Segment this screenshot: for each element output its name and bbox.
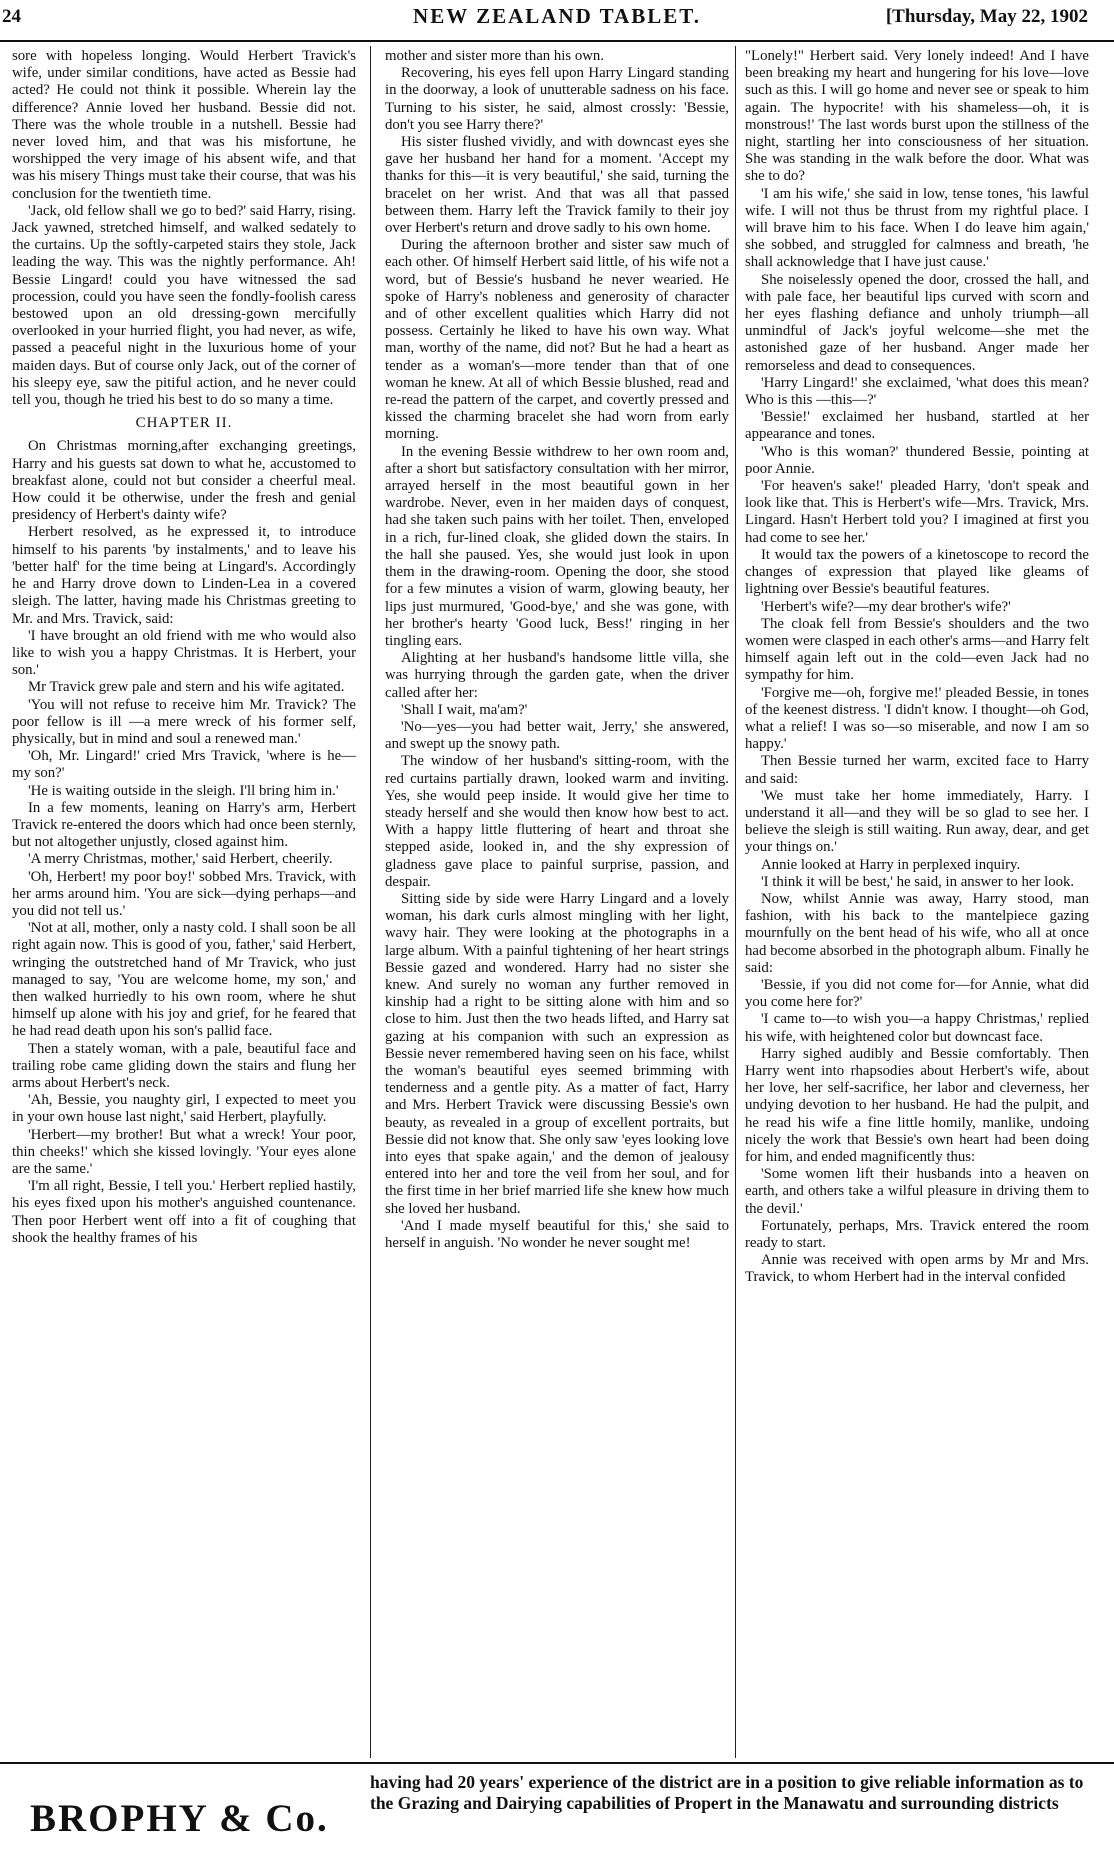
paragraph: 'You will not refuse to receive him Mr. Travick? The poor fellow is ill —a mere wreck of his former self, physically, but in mind and soul a renewed man.'	[12, 696, 356, 747]
paragraph: Annie looked at Harry in perplexed inquiry.	[761, 856, 1021, 873]
paragraph: 'I have brought an old friend with me who would also like to wish you a happy Christmas. It is Herbert, your son.'	[12, 627, 356, 679]
paragraph: 'I think it will be best,' he said, in answer to her look.	[761, 873, 1075, 890]
advertisement-text: having had 20 years' experience of the district are in a position to give reliable information as to the Grazing and Dairying capabilities of Propert in the Manawatu and surrounding districts	[370, 1772, 1084, 1813]
paragraph: 'Who is this woman?' thundered Bessie, pointing at poor Annie.	[745, 443, 1089, 477]
paragraph: "Lonely!" Herbert said. Very lonely indeed! And I have been breaking my heart and hungering for his love—love such as this. I will go home and never see or speak to him again. The hypocrite! with his shameless—oh, it is monstrous!' The last words burst upon the stillness of the night, startling her into consciousness of her situation. She was standing in the walk before the door. What was she to do?	[745, 48, 1089, 185]
paragraph: Recovering, his eyes fell upon Harry Lingard standing in the doorway, a look of unutterable sadness on his face. Turning to his sister, he said, almost crossly: 'Bessie, don't you see Harry there?'	[385, 65, 729, 133]
paragraph: 'Some women lift their husbands into a heaven on earth, and others take a wilful pleasure in driving them to the devil.'	[745, 1166, 1089, 1217]
paragraph: On Christmas morning,after exchanging greetings, Harry and his guests sat down to what he, accustomed to breakfast alone, could not but consider a cheerful meal. How could it be otherwise, under the fresh and genial presidency of Herbert's dainty wife?	[12, 438, 356, 524]
paragraph: 'Shall I wait, ma'am?'	[401, 701, 528, 718]
paragraph: 'For heaven's sake!' pleaded Harry, 'don't speak and look like that. This is Herbert's wife—Mrs. Travick, Mrs. Lingard. Hasn't Herbert told you? I imagined at first you had come to see her.'	[745, 478, 1089, 546]
paragraph: It would tax the powers of a kinetoscope to record the changes of expression that played like gleams of lightning over Bessie's beautiful features.	[745, 546, 1089, 598]
paragraph: 'Bessie, if you did not come for—for Annie, what did you come here for?'	[745, 976, 1089, 1011]
paragraph: During the afternoon brother and sister saw much of each other. Of himself Herbert said little, of his wife not a word, but of Bessie's husband he never wearied. He spoke of Harry's nobleness and generosity of character and of other excellent qualities which Harry did not possess. Certainly he liked to have his own way. What man, worthy of the name, did not? But he had a heart as tender as a woman's—more tender than that of one woman he knew. At all of which Bessie blushed, read and re-read the pattern of the carpet, and covertly pressed and kissed the charming bracelet she had worn from early morning.	[385, 237, 729, 443]
paragraph: Then Bessie turned her warm, excited face to Harry and said:	[745, 753, 1089, 787]
header-rule	[0, 40, 1114, 42]
paragraph: 'I'm all right, Bessie, I tell you.' Herbert replied hastily, his eyes fixed upon his mother's anguished countenance. Then poor Herbert went off into a fit of coughing that shook the healthy frames of his	[12, 1178, 356, 1246]
paragraph: 'Oh, Mr. Lingard!' cried Mrs Travick, 'where is he—my son?'	[12, 748, 356, 782]
paragraph: mother and sister more than his own.	[385, 48, 605, 64]
paragraph: The cloak fell from Bessie's shoulders and the two women were clasped in each other's arms—and Harry felt himself again left out in the cold—even Jack had no sympathy for him.	[745, 615, 1089, 684]
paragraph: Sitting side by side were Harry Lingard and a lovely woman, his dark curls almost mingling with her light, wavy hair. They were looking at the photographs in a large album. With a painful tightening of her heart strings Bessie gazed and wondered. Harry had no sister she knew. And surely no woman any further removed in kinship had a right to be sitting alone with him and so close to him. Just then the two heads lifted, and Harry sat gazing at his companion with such an expression as Bessie never remembered having seen on his face, whilst the woman's beautiful eyes seemed brimming with tenderness and a gentle pity. As a matter of fact, Harry and Mrs. Herbert Travick were discussing Bessie's own beauty, as revealed in a group of excellent portraits, but Bessie did not know that. She only saw 'eyes looking love into eyes that spake again,' and the demon of jealousy entered into her and tore the veil from her soul, and for the first time in her brief married life she knew how much she loved her husband.	[385, 890, 729, 1217]
paragraph: 'Herbert's wife?—my dear brother's wife?'	[761, 598, 1011, 615]
masthead: NEW ZEALAND TABLET.	[413, 4, 701, 28]
page-number: 24	[2, 6, 21, 27]
paragraph: Alighting at her husband's handsome little villa, she was hurrying through the garden gate, when the driver called after her:	[385, 650, 729, 701]
text-column-2	[385, 48, 729, 1754]
paragraph: 'And I made myself beautiful for this,' she said to herself in anguish. 'No wonder he never sought me!	[385, 1217, 729, 1252]
paragraph: Now, whilst Annie was away, Harry stood, man fashion, with his back to the mantelpiece gazing mournfully on the bent head of his wife, who all at once had become absorbed in the photograph album. Finally he said:	[745, 890, 1089, 976]
advertiser-name: BROPHY & Co.	[30, 1797, 329, 1840]
paragraph: 'A merry Christmas, mother,' said Herbert, cheerily.	[28, 851, 333, 868]
paragraph: The window of her husband's sitting-room, with the red curtains partially drawn, looked warm and inviting. Yes, she would peep inside. It would give her time to steady herself and she would then know how best to act. With a happy little fluttering of heart and throat she stepped aside, looked in, and the shy expression of gladness gave place to painful surprise, passion, and despair.	[385, 753, 729, 890]
paragraph: 'Oh, Herbert! my poor boy!' sobbed Mrs. Travick, with her arms around him. 'You are sick—dying perhaps—and you did not tell us.'	[12, 868, 356, 919]
advertisement-rule	[0, 1762, 1114, 1764]
paragraph: In the evening Bessie withdrew to her own room and, after a short but satisfactory consultation with her mirror, arrayed herself in the most beautiful gown in her wardrobe. Never, even in her maiden days of conquest, had she taken such pains with her toilet. Then, enveloped in a rich, fur-lined cloak, she glided down the stairs. In the hall she paused. Yes, she would just look in upon them in the drawing-room. Opening the door, she stood for a few minutes a vision of warm, glowing beauty, her lips just murmured, 'Good-bye,' and she was gone, with her brother's hearty 'Good luck, Bess!' ringing in her tingling ears.	[385, 443, 729, 649]
paragraph: Harry sighed audibly and Bessie comfortably. Then Harry went into rhapsodies about Herbert's wife, about her love, her self-sacrifice, her labor and cleverness, her undying devotion to her husband. He had the pulpit, and he read his wife a fine little homily, manlike, undoing nicely the work that Bessie's own heart had been doing for him, and ended magnificently thus:	[745, 1045, 1089, 1165]
paragraph: 'Jack, old fellow shall we go to bed?' said Harry, rising. Jack yawned, stretched himself, and walked sedately to the curtains. Up the softly-carpeted stairs they stole, Jack leading the way. This was the nightly performance. Ah! Bessie Lingard! could you have witnessed the sad procession, could you have seen the fondly-foolish caress bestowed upon an old dressing-gown mercifully overlooked in your hurried flight, you had never, as wife, passed a peaceful night in the luxurious home of your maiden days. But of course only Jack, out of the corner of his sleepy eye, saw the pitiful action, and he never could tell you, though he tried his best to do so many a time.	[12, 202, 356, 409]
paragraph: 'Not at all, mother, only a nasty cold. I shall soon be all right again now. This is good of you, father,' said Herbert, wringing the outstretched hand of Mr Travick, who just managed to say, 'You are welcome home, my son,' and then walked hurriedly to his own room, where he shut himself up alone with his joy and grief, for he feared that he had read death upon his son's pallid face.	[12, 920, 356, 1040]
paragraph: 'Herbert—my brother! But what a wreck! Your poor, thin cheeks!' which she kissed lovingly. 'Your eyes alone are the same.'	[12, 1126, 356, 1177]
chapter-heading: CHAPTER II.	[135, 415, 233, 432]
paragraph: Herbert resolved, as he expressed it, to introduce himself to his parents 'by instalments,' and to leave his 'better half' for the time being at Lingard's. Accordingly he and Harry drove down to Linden-Lea in a covered sleigh. The latter, having made his Christmas greeting to Mr. and Mrs. Travick, said:	[12, 524, 356, 627]
paragraph: 'Bessie!' exclaimed her husband, startled at her appearance and tones.	[745, 409, 1089, 443]
paragraph: 'Harry Lingard!' she exclaimed, 'what does this mean? Who is this —this—?'	[745, 374, 1089, 409]
page-header	[0, 4, 1114, 38]
paragraph: Mr Travick grew pale and stern and his wife agitated.	[28, 679, 345, 696]
paragraph: 'No—yes—you had better wait, Jerry,' she answered, and swept up the snowy path.	[385, 718, 729, 753]
paragraph: Annie was received with open arms by Mr and Mrs. Travick, to whom Herbert had in the interval confided	[745, 1252, 1089, 1286]
text-column-3	[745, 48, 1089, 1754]
paragraph: Fortunately, perhaps, Mrs. Travick entered the room ready to start.	[745, 1217, 1089, 1252]
text-column-1	[12, 48, 356, 1754]
paragraph: 'I came to—to wish you—a happy Christmas,' replied his wife, with heightened color but downcast face.	[745, 1011, 1089, 1045]
column-divider	[370, 46, 371, 1758]
paragraph: Then a stately woman, with a pale, beautiful face and trailing robe came gliding down the stairs and flung her arms about Herbert's neck.	[12, 1040, 356, 1091]
paragraph: In a few moments, leaning on Harry's arm, Herbert Travick re-entered the doors which had once been sternly, but not altogether unjustly, closed against him.	[12, 799, 356, 851]
paragraph: 'We must take her home immediately, Harry. I understand it all—and they will be so glad to see her. I believe the sleigh is still waiting. Run away, dear, and get your things on.'	[745, 787, 1089, 856]
advertisement	[0, 1768, 1114, 1868]
dateline: [Thursday, May 22, 1902	[885, 6, 1088, 27]
paragraph: 'I am his wife,' she said in low, tense tones, 'his lawful wife. I will not thus be thrust from my rightful place. I will brave him to his face. When I do leave him again,' she sobbed, and struggled for calmness and breath, 'he shall acknowledge that I have just cause.'	[745, 185, 1089, 271]
column-divider	[735, 46, 736, 1758]
paragraph: 'Forgive me—oh, forgive me!' pleaded Bessie, in tones of the keenest distress. 'I didn't know. I thought—oh God, what a relief! I was so—so miserable, and now I am so happy.'	[745, 684, 1089, 753]
paragraph: 'He is waiting outside in the sleigh. I'll bring him in.'	[28, 782, 339, 799]
paragraph: 'Ah, Bessie, you naughty girl, I expected to meet you in your own house last night,' said Herbert, playfully.	[12, 1092, 356, 1126]
paragraph: She noiselessly opened the door, crossed the hall, and with pale face, her beautiful lips curved with scorn and her eyes flashing defiance and unholy triumph—all unmindful of Jack's joyful welcome—she met the astonished gaze of her husband. Anger made her remorseless and dead to consequences.	[745, 271, 1089, 374]
paragraph: sore with hopeless longing. Would Herbert Travick's wife, under similar conditions, have acted as Bessie had acted? He could not think it possible. Wherein lay the difference? Annie loved her husband. Bessie did not. There was the whole trouble in a nutshell. Bessie had never loved him, and that was his misfortune, he worshipped the very image of his absent wife, and that was his misery Things must take their course, that was his conclusion for the twentieth time.	[12, 48, 356, 202]
paragraph: His sister flushed vividly, and with downcast eyes she gave her husband her hand for a moment. 'Accept my thanks for this—it is very beautiful,' she said, turning the bracelet on her wrist. And that was all that passed between them. Harry left the Travick family to their joy over Herbert's return and drove sadly to his own home.	[385, 134, 729, 237]
